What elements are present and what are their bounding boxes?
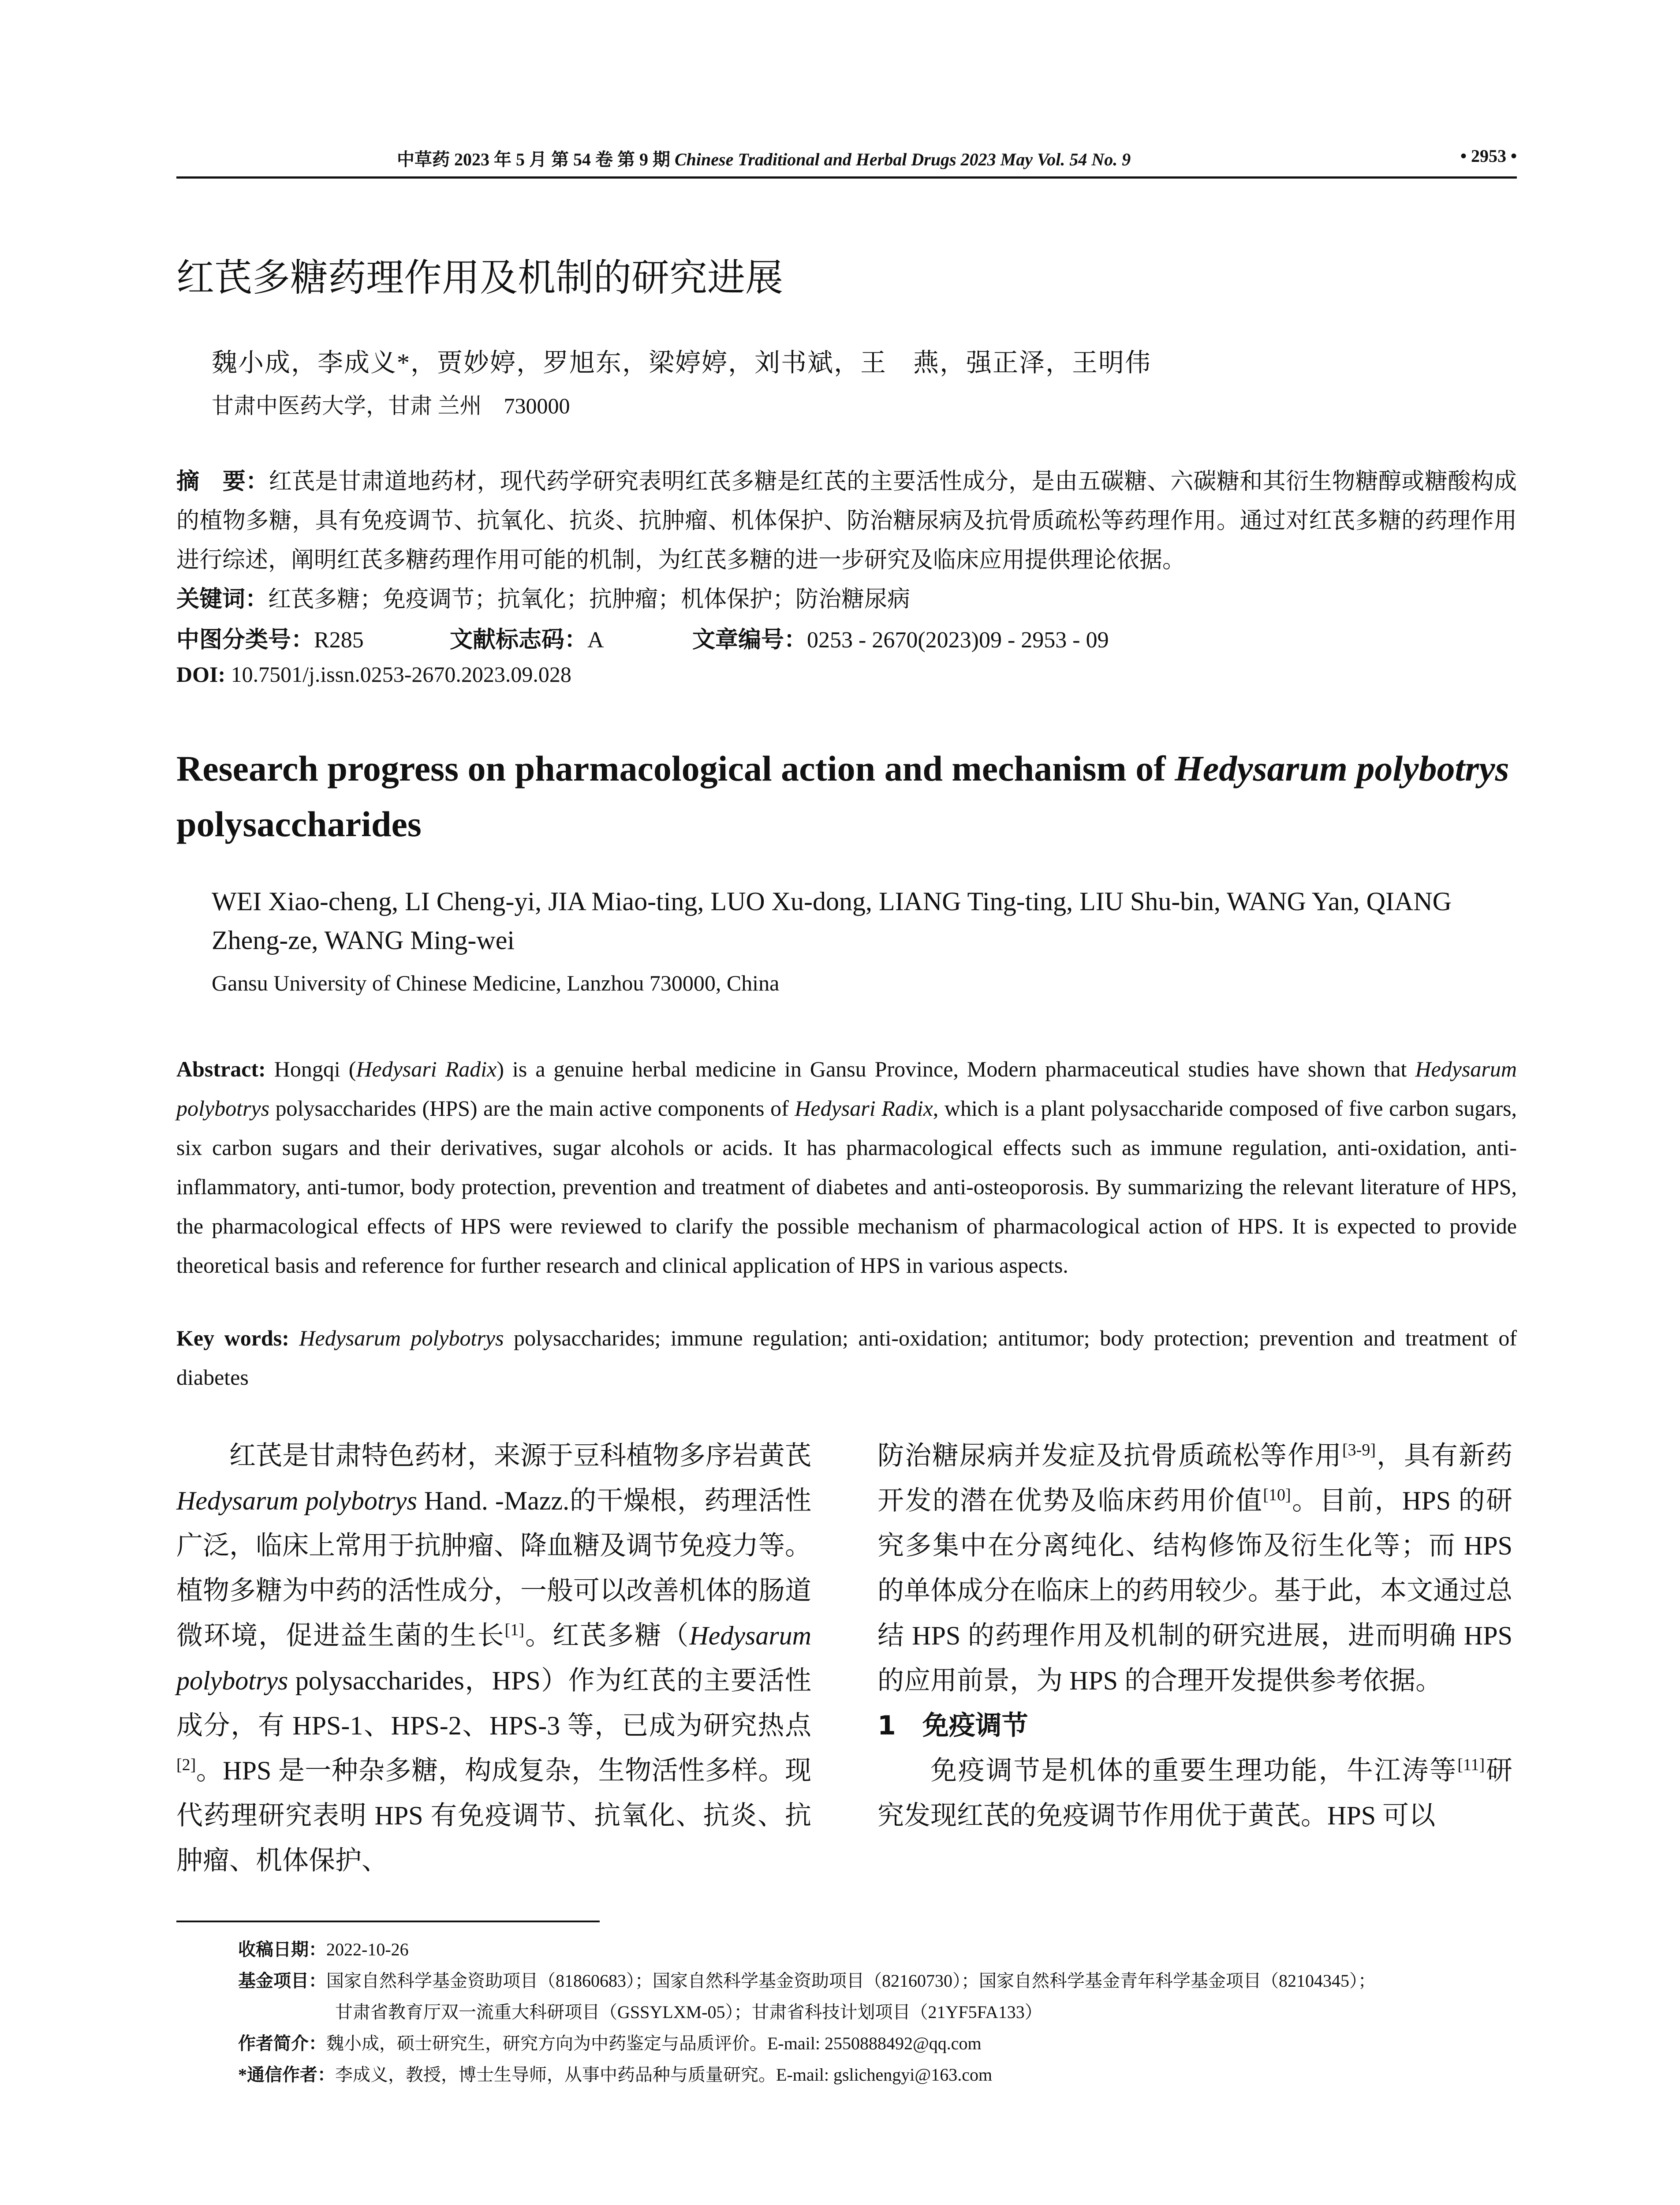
doc-code-label: 文献标志码： xyxy=(450,628,588,653)
body-italic: Hedysarum polybotrys xyxy=(176,1621,812,1695)
doc-code-value: A xyxy=(587,628,604,653)
doi-label: DOI: xyxy=(176,662,226,687)
issue-cn: 2023 年 5 月 第 54 卷 第 9 期 xyxy=(454,149,670,169)
body-text: 。HPS 是一种杂多糖，构成复杂，生物活性多样。现代药理研究表明 HPS 有免疫调节、抗氧化、抗炎、抗肿瘤、机体保护、 xyxy=(176,1756,811,1875)
abstract-cn-label: 摘 要： xyxy=(176,469,269,494)
footnote-value: 魏小成，硕士研究生，研究方向为中药鉴定与品质评价。E-mail: 2550888492@qq.com xyxy=(326,2033,982,2053)
authors-en: WEI Xiao-cheng, LI Cheng-yi, JIA Miao-ting, LUO Xu-dong, LIANG Ting-ting, LIU Shu-bin, WANG Yan, QIANG Zheng-ze, WANG Ming-wei xyxy=(212,887,1452,955)
authors-cn: 魏小成，李成义*，贾妙婷，罗旭东，梁婷婷，刘书斌，王 燕，强正泽，王明伟 xyxy=(212,348,1152,377)
running-header xyxy=(176,146,1517,176)
article-no-value: 0253 - 2670(2023)09 - 2953 - 09 xyxy=(807,628,1109,653)
affiliation-cn: 甘肃中医药大学，甘肃 兰州 730000 xyxy=(212,393,570,418)
body-text: 研究发现红芪的免疫调节作用优于黄芪。HPS 可以 xyxy=(877,1756,1513,1830)
body-column-right xyxy=(877,1433,1512,1838)
abstract-en-text: , which is a plant polysaccharide composed of five carbon sugars, six carbon sugars and their derivatives, sugar alcohols or acids. It has pharmacological effects such as immune regulation, anti-oxidation, anti-inflammatory, anti-tumor, body protection, prevention and treatment of diabetes and anti-osteoporosis. By summarizing the relevant literature of HPS, the pharmacological effects of HPS were reviewed to clarify the possible mechanism of pharmacological action of HPS. It is expected to provide theoretical basis and reference for further research and clinical application of HPS in various aspects. xyxy=(176,1096,1517,1278)
abstract-cn xyxy=(176,462,1517,580)
section-heading: 1 免疫调节 xyxy=(877,1710,1028,1741)
footnote-label: *通信作者： xyxy=(238,2065,335,2085)
abstract-en xyxy=(176,1050,1517,1285)
keywords-en-italic: Hedysarum polybotrys xyxy=(289,1326,504,1350)
keywords-en-text: polysaccharides; immune regulation; anti-oxidation; antitumor; body protection; prevention and treatment of diabetes xyxy=(176,1326,1517,1390)
footnote-author xyxy=(238,2028,1517,2059)
footnote-fund-continued: 甘肃省教育厅双一流重大科研项目（GSSYLXM-05）；甘肃省科技计划项目（21YF5FA133） xyxy=(335,2002,1042,2022)
body-text: 防治糖尿病并发症及抗骨质疏松等作用 xyxy=(877,1441,1343,1470)
clc-label: 中图分类号： xyxy=(176,628,314,653)
article-title-cn: 红芪多糖药理作用及机制的研究进展 xyxy=(176,256,783,300)
abstract-cn-text: 红芪是甘肃道地药材，现代药学研究表明红芪多糖是红芪的主要活性成分，是由五碳糖、六碳糖和其衍生物糖醇或糖酸构成的植物多糖，具有免疫调节、抗氧化、抗炎、抗肿瘤、机体保护、防治糖尿病及抗骨质疏松等药理作用。通过对红芪多糖的药理作用进行综述，阐明红芪多糖药理作用可能的机制，为红芪多糖的进一步研究及临床应用提供理论依据。 xyxy=(176,469,1517,573)
doi-value: 10.7501/j.issn.0253-2670.2023.09.028 xyxy=(231,662,571,687)
footnote-label: 作者简介： xyxy=(238,2033,326,2053)
body-paragraph xyxy=(176,1433,811,1883)
header-divider xyxy=(176,176,1517,179)
citation-ref: [2] xyxy=(176,1756,196,1774)
abstract-en-text: polysaccharides (HPS) are the main active components of xyxy=(269,1096,795,1121)
body-text: 免疫调节是机体的重要生理功能，牛江涛等 xyxy=(930,1756,1458,1785)
body-italic: Hedysarum polybotrys xyxy=(176,1486,417,1515)
abstract-en-italic: Hedysari Radix xyxy=(356,1057,497,1081)
body-text: 。目前，HPS 的研究多集中在分离纯化、结构修饰及衍生化等；而 HPS 的单体成分在临床上的药用较少。基于此，本文通过总结 HPS 的药理作用及机制的研究进展，进而明确 HPS 的应用前景，为 HPS 的合理开发提供参考依据。 xyxy=(877,1486,1512,1695)
footnote-divider xyxy=(176,1921,600,1922)
footnote-fund xyxy=(238,1965,1517,1996)
footnote-label: 收稿日期： xyxy=(238,1940,326,1959)
keywords-cn xyxy=(176,580,1517,619)
clc-value: R285 xyxy=(314,628,364,653)
title-en-species: Hedysarum polybotrys xyxy=(1175,748,1509,789)
title-en-part3: polysaccharides xyxy=(176,804,422,844)
body-text: Hand. -Mazz.的干燥根，药理活性广泛，临床上常用于抗肿瘤、降血糖及调节免疫力等。植物多糖为中药的活性成分，一般可以改善机体的肠道微环境，促进益生菌的生长 xyxy=(176,1486,812,1650)
journal-name-en: Chinese Traditional and Herbal Drugs 2023 May Vol. 54 No. 9 xyxy=(675,149,1131,169)
article-title-en xyxy=(176,741,1517,852)
article-no-label: 文章编号： xyxy=(692,628,807,653)
footnote-value: 国家自然科学基金资助项目（81860683）；国家自然科学基金资助项目（82160730）；国家自然科学基金青年科学基金项目（82104345）； xyxy=(326,1971,1376,1991)
keywords-cn-label: 关键词： xyxy=(176,587,269,612)
page-number: • 2953 • xyxy=(1460,146,1517,166)
footnote-value: 李成义，教授，博士生导师，从事中药品种与质量研究。E-mail: gslichengyi@163.com xyxy=(335,2065,993,2085)
body-text: 红芪是甘肃特色药材，来源于豆科植物多序岩黄芪 xyxy=(229,1441,811,1470)
body-text: 。红芪多糖（ xyxy=(524,1621,690,1650)
citation-ref: [1] xyxy=(504,1621,524,1639)
classification-row xyxy=(176,621,1109,654)
abstract-en-text: ) is a genuine herbal medicine in Gansu Province, Modern pharmaceutical studies have shown that xyxy=(497,1057,1415,1081)
keywords-en-label: Key words: xyxy=(176,1326,289,1350)
body-paragraph xyxy=(877,1748,1512,1838)
footnotes xyxy=(238,1934,1517,2090)
journal-name-cn: 中草药 xyxy=(397,149,450,169)
affiliation-en: Gansu University of Chinese Medicine, Lanzhou 730000, China xyxy=(212,971,780,995)
abstract-en-label: Abstract: xyxy=(176,1057,266,1081)
body-paragraph xyxy=(877,1433,1512,1703)
abstract-en-italic: Hedysarum polybotrys xyxy=(176,1057,1517,1121)
footnote-corresponding xyxy=(238,2059,1517,2090)
abstract-en-text: Hongqi ( xyxy=(265,1057,356,1081)
keywords-cn-text: 红芪多糖；免疫调节；抗氧化；抗肿瘤；机体保护；防治糖尿病 xyxy=(268,587,911,612)
header-journal-info xyxy=(397,146,1131,171)
title-en-part1: Research progress on pharmacological action and mechanism of xyxy=(176,748,1175,789)
citation-ref: [10] xyxy=(1263,1486,1291,1504)
footnote-label: 基金项目： xyxy=(238,1971,326,1991)
citation-ref: [3-9] xyxy=(1342,1441,1376,1459)
body-text: ，具有新药开发的潜在优势及临床药用价值 xyxy=(877,1441,1513,1515)
body-column-left xyxy=(176,1433,811,1883)
keywords-en xyxy=(176,1319,1517,1397)
body-text: polysaccharides，HPS）作为红芪的主要活性成分，有 HPS-1、HPS-2、HPS-3 等，已成为研究热点 xyxy=(176,1666,811,1740)
footnote-value: 2022-10-26 xyxy=(326,1940,409,1959)
footnote-received xyxy=(238,1934,1517,1965)
citation-ref: [11] xyxy=(1457,1756,1485,1774)
abstract-en-italic: Hedysari Radix xyxy=(795,1096,933,1121)
doi xyxy=(176,662,571,687)
